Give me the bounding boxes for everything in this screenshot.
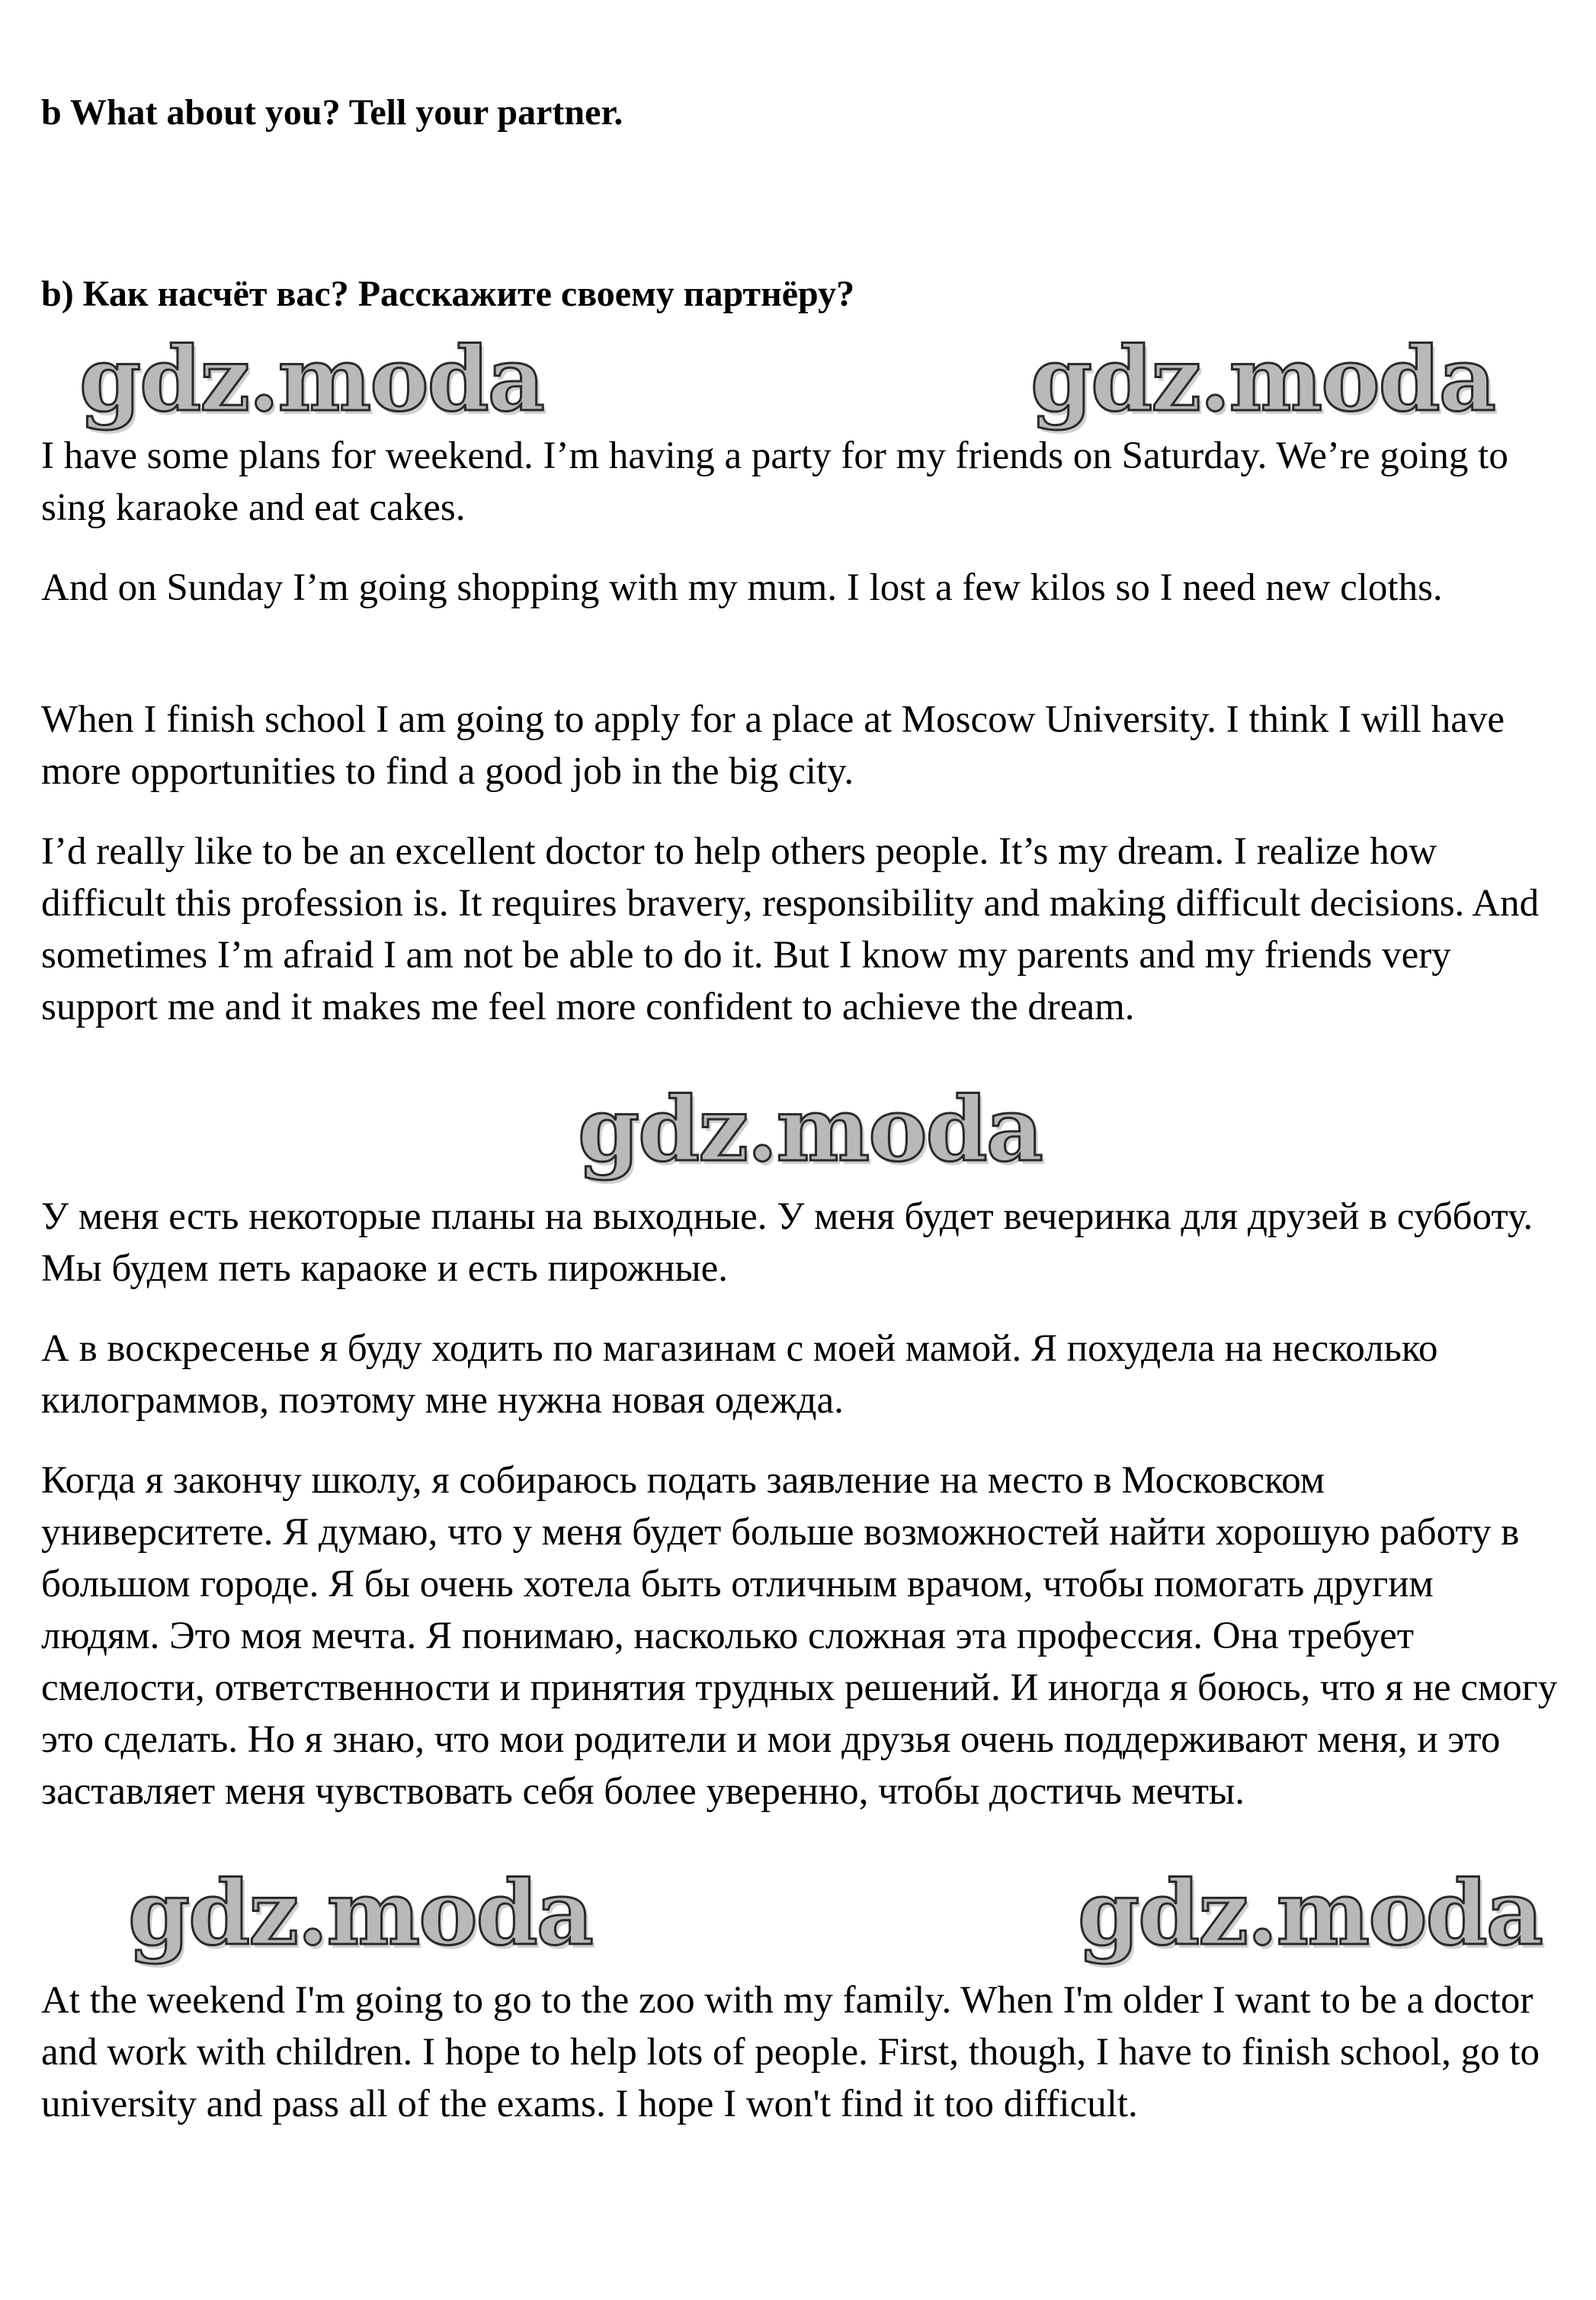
exercise-heading-russian: b) Как насчёт вас? Расскажите своему партнёру?	[41, 274, 855, 314]
exercise-heading-english: b What about you? Tell your partner.	[41, 92, 623, 133]
watermark: gdz.moda	[128, 1862, 592, 1965]
english-paragraph-1: I have some plans for weekend. I’m having a party for my friends on Saturday. We’re going to sing karaoke and eat cakes.	[41, 435, 1508, 529]
watermark: gdz.moda	[79, 328, 543, 431]
alternative-answer-paragraph: At the weekend I'm going to go to the zoo with my family. When I'm older I want to be a doctor and work with children. I hope to help lots of people. First, though, I have to finish school, go to university and pass all of the exams. I hope I won't find it too difficult.	[41, 1979, 1540, 2125]
watermark: gdz.moda	[1078, 1862, 1542, 1965]
english-paragraph-2: And on Sunday I’m going shopping with my mum. I lost a few kilos so I need new cloths.	[41, 566, 1443, 609]
russian-paragraph-2: А в воскресенье я буду ходить по магазинам с моей мамой. Я похудела на несколько килограммов, поэтому мне нужна новая одежда.	[41, 1327, 1438, 1422]
watermark: gdz.moda	[1030, 328, 1495, 431]
russian-paragraph-3: Когда я закончу школу, я собираюсь подать заявление на место в Московском университете. Я думаю, что у меня будет больше возможностей найти хорошую работу в большом городе. Я бы очень хотела быть отличным врачом, чтобы помогать другим людям. Это моя мечта. Я понимаю, насколько сложная эта профессия. Она требует смелости, ответственности и принятия трудных решений. И иногда я боюсь, что я не смогу это сделать. Но я знаю, что мои родители и мои друзья очень поддерживают меня, и это заставляет меня чувствовать себя более уверенно, чтобы достичь мечты.	[41, 1459, 1558, 1813]
english-paragraph-3: When I finish school I am going to apply for a place at Moscow University. I think I will have more opportunities to find a good job in the big city.	[41, 698, 1505, 793]
russian-paragraph-1: У меня есть некоторые планы на выходные. У меня будет вечеринка для друзей в субботу. Мы будем петь караоке и есть пирожные.	[41, 1195, 1534, 1290]
watermark: gdz.moda	[578, 1078, 1042, 1182]
english-paragraph-4: I’d really like to be an excellent doctor to help others people. It’s my dream. I realize how difficult this profession is. It requires bravery, responsibility and making difficult decisions. And sometimes I’m afraid I am not be able to do it. But I know my parents and my friends very support me and it makes me feel more confident to achieve the dream.	[41, 830, 1540, 1028]
